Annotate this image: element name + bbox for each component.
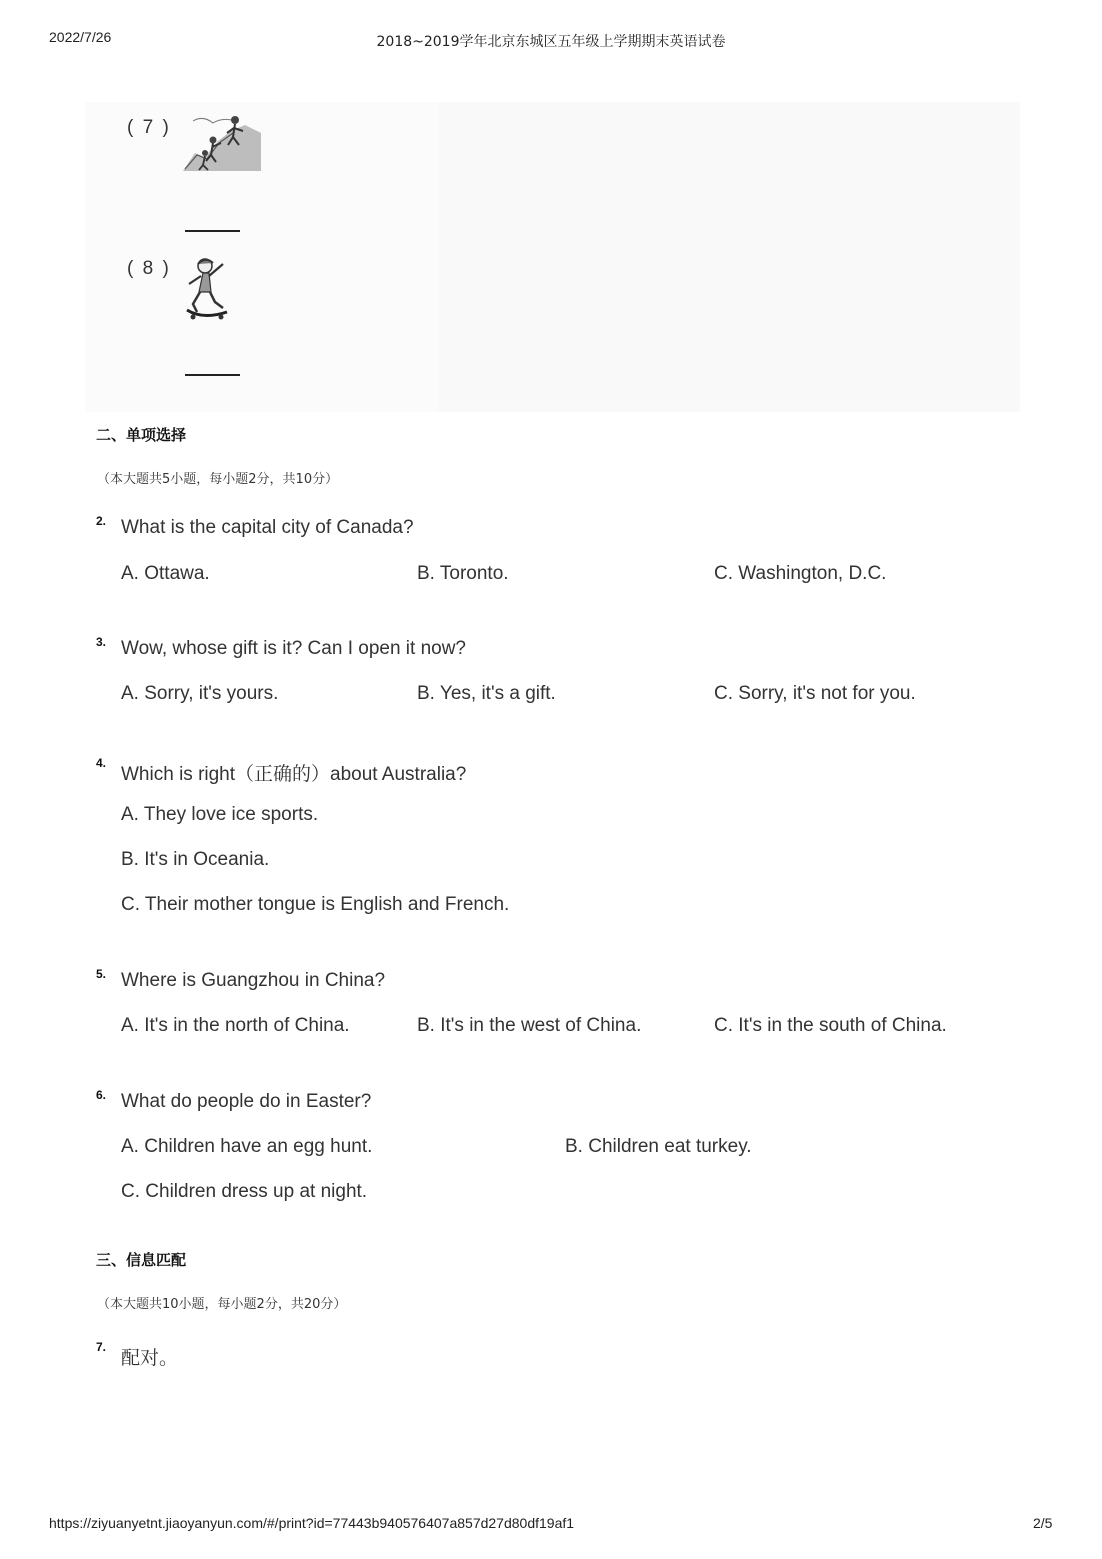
question-number: 3. [96, 635, 107, 649]
option-c[interactable]: C. It's in the south of China. [714, 1015, 947, 1036]
option-a[interactable]: A. Sorry, it's yours. [121, 683, 279, 704]
question-text: Wow, whose gift is it? Can I open it now? [121, 638, 466, 659]
section-note-single-choice: （本大题共5小题，每小题2分，共10分） [97, 472, 339, 487]
question-text: 配对。 [121, 1347, 179, 1369]
image-background [438, 102, 1020, 412]
document-title: 2018~2019学年北京东城区五年级上学期期末英语试卷 [376, 34, 726, 50]
skateboarding-icon [183, 254, 233, 326]
section-note-matching: （本大题共10小题，每小题2分，共20分） [97, 1297, 347, 1312]
option-b[interactable]: B. It's in the west of China. [417, 1015, 642, 1036]
question-text: Which is right（正确的）about Australia? [121, 764, 467, 785]
option-a[interactable]: A. It's in the north of China. [121, 1015, 350, 1036]
page-number: 2/5 [1033, 1515, 1053, 1531]
option-b[interactable]: B. Toronto. [417, 563, 509, 584]
question-text: Where is Guangzhou in China? [121, 970, 386, 991]
option-c[interactable]: C. Their mother tongue is English and French. [121, 894, 510, 915]
option-a[interactable]: A. Children have an egg hunt. [121, 1136, 373, 1157]
option-c[interactable]: C. Children dress up at night. [121, 1181, 368, 1202]
section-title-single-choice: 二、单项选择 [96, 426, 187, 444]
question-number: 5. [96, 967, 107, 981]
option-b[interactable]: B. Children eat turkey. [565, 1136, 752, 1157]
question-number: 6. [96, 1088, 107, 1102]
option-b[interactable]: B. It's in Oceania. [121, 849, 270, 870]
option-c[interactable]: C. Washington, D.C. [714, 563, 887, 584]
footer-url: https://ziyuanyetnt.jiaoyanyun.com/#/print?id=77443b940576407a857d27d80df19af1 [49, 1515, 575, 1531]
question-text: What is the capital city of Canada? [121, 517, 414, 538]
question-number: 4. [96, 756, 107, 770]
option-c[interactable]: C. Sorry, it's not for you. [714, 683, 916, 704]
question-number: 2. [96, 514, 107, 528]
question-text: What do people do in Easter? [121, 1091, 372, 1112]
print-date: 2022/7/26 [49, 29, 112, 45]
option-a[interactable]: A. They love ice sports. [121, 804, 319, 825]
section-title-matching: 三、信息匹配 [96, 1251, 187, 1269]
answer-blank-8[interactable] [185, 374, 240, 376]
answer-blank-7[interactable] [185, 230, 240, 232]
item-label-7: ( 7 ) [127, 117, 171, 138]
option-b[interactable]: B. Yes, it's a gift. [417, 683, 556, 704]
mountain-climbing-icon [183, 113, 263, 173]
item-label-8: ( 8 ) [127, 258, 171, 279]
option-a[interactable]: A. Ottawa. [121, 563, 210, 584]
question-number: 7. [96, 1340, 107, 1354]
